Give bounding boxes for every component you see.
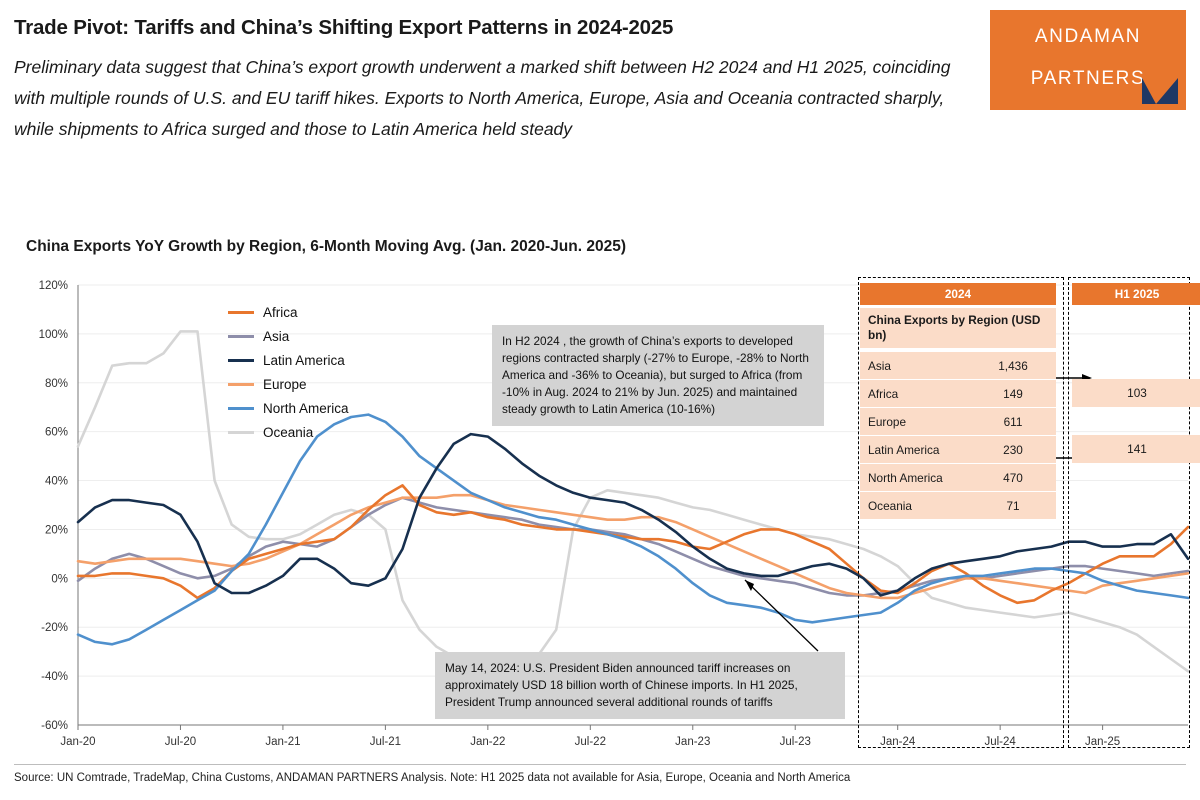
y-axis-tick-label: 20% [44, 524, 68, 537]
x-axis-tick-label: Jul-23 [779, 736, 811, 748]
legend-item-asia [228, 324, 349, 348]
footer-divider [14, 764, 1186, 765]
table-cell-h1-2025 [1072, 463, 1200, 491]
y-axis-tick-label: -20% [41, 622, 68, 635]
y-axis-tick-label: 80% [44, 377, 68, 390]
table-cell-2024: 149 [1003, 386, 1023, 401]
x-axis-tick-label: Jan-24 [880, 736, 916, 748]
x-axis-tick-label: Jul-22 [574, 736, 606, 748]
x-axis-tick-label: Jan-23 [675, 736, 711, 748]
table-row [860, 407, 1056, 435]
table-row [860, 463, 1056, 491]
x-axis-tick-label: Jan-22 [470, 736, 506, 748]
table-cell-2024: 470 [1003, 470, 1023, 485]
table-cell-region: Oceania [868, 498, 912, 513]
x-axis-tick-label: Jul-24 [984, 736, 1016, 748]
table-cell-region: Europe [868, 414, 907, 429]
x-axis-tick-label: Jan-21 [265, 736, 301, 748]
legend-swatch-latin-america [228, 359, 254, 362]
y-axis-tick-label: 0% [51, 573, 68, 586]
table-cell-2024: 1,436 [998, 358, 1028, 373]
annotation-arrow-head-icon [745, 580, 754, 591]
legend-item-oceania [228, 420, 349, 444]
x-axis-tick-label: Jul-20 [164, 736, 197, 748]
legend-label-africa: Africa [263, 304, 298, 320]
legend-swatch-north-america [228, 407, 254, 410]
company-logo [990, 10, 1186, 110]
table-cell-h1-2025 [1072, 491, 1200, 519]
table-row [860, 351, 1056, 379]
legend-label-europe: Europe [263, 376, 307, 392]
table-row [860, 379, 1056, 407]
table-row [860, 491, 1056, 519]
legend-swatch-africa [228, 311, 254, 314]
table-row [860, 435, 1056, 463]
x-axis-tick-label: Jul-21 [369, 736, 402, 748]
chart-legend [228, 300, 349, 444]
table-cell-h1-2025 [1072, 407, 1200, 435]
table-header-2024: 2024 [860, 283, 1056, 305]
source-note: Source: UN Comtrade, TradeMap, China Customs, ANDAMAN PARTNERS Analysis. Note: H1 2025 data not available for Asia, Europe, Oceania and North America [14, 772, 851, 784]
logo-line2: PARTNERS [1030, 68, 1146, 89]
annotation-arrow [745, 580, 818, 651]
table-header-h1-2025: H1 2025 [1072, 283, 1200, 305]
table-body-h1-2025 [1072, 351, 1200, 519]
table-cell-h1-2025: 141 [1072, 435, 1200, 463]
table-body-2024 [860, 351, 1056, 519]
legend-item-north-america [228, 396, 349, 420]
y-axis-tick-label: 40% [44, 475, 68, 488]
table-cell-2024: 71 [1006, 498, 1020, 513]
logo-triangle-left-icon [1142, 78, 1156, 104]
x-axis-tick-label: Jan-25 [1085, 736, 1121, 748]
table-cell-h1-2025: 103 [1072, 379, 1200, 407]
y-axis-tick-label: 120% [38, 280, 68, 292]
chart-title: China Exports YoY Growth by Region, 6-Month Moving Avg. (Jan. 2020-Jun. 2025) [26, 238, 626, 255]
y-axis-tick-label: 60% [44, 426, 68, 439]
table-cell-2024: 611 [1003, 414, 1023, 429]
page-subtitle: Preliminary data suggest that China’s export growth underwent a marked shift between H2 2024 and H1 2025, coinciding with multiple rounds of U.S. and EU tariff hikes. Exports to North America, Europe, Asia and Oceania contracted sharply, while shipments to Africa surged and those to Latin America held steady [14, 57, 951, 139]
page-title: Trade Pivot: Tariffs and China’s Shifting Export Patterns in 2024-2025 [14, 16, 674, 39]
legend-label-asia: Asia [263, 328, 290, 344]
y-axis-tick-label: 100% [38, 328, 68, 341]
y-axis-tick-label: -60% [41, 720, 68, 732]
logo-triangle-right-icon [1156, 78, 1178, 104]
annotation-tariff: May 14, 2024: U.S. President Biden announced tariff increases on approximately USD 18 billion worth of Chinese imports. In H1 2025, President Trump announced several additional rounds of tariffs [435, 652, 845, 719]
legend-item-africa [228, 300, 349, 324]
legend-item-latin-america [228, 348, 349, 372]
legend-swatch-europe [228, 383, 254, 386]
y-axis-tick-label: -40% [41, 671, 68, 684]
legend-label-oceania: Oceania [263, 424, 314, 440]
table-cell-region: Africa [868, 386, 899, 401]
table-subheader: China Exports by Region (USD bn) [860, 308, 1056, 348]
table-cell-h1-2025 [1072, 351, 1200, 379]
legend-label-latin-america: Latin America [263, 352, 345, 368]
legend-item-europe [228, 372, 349, 396]
legend-swatch-asia [228, 335, 254, 338]
table-cell-region: Asia [868, 358, 891, 373]
table-cell-region: Latin America [868, 442, 940, 457]
legend-label-north-america: North America [263, 400, 349, 416]
table-cell-2024: 230 [1003, 442, 1023, 457]
table-cell-region: North America [868, 470, 943, 485]
legend-swatch-oceania [228, 431, 254, 434]
logo-line1: ANDAMAN [1034, 26, 1142, 47]
annotation-h2-2024: In H2 2024 , the growth of China’s exports to developed regions contracted sharply (-27% to Europe, -28% to North America and -36% to Oceania), but surged to Africa (from -10% in Aug. 2024 to 21% by Jun. 2025) and maintained steady growth to Latin America (10-16%) [492, 325, 824, 426]
x-axis-tick-label: Jan-20 [60, 736, 96, 748]
